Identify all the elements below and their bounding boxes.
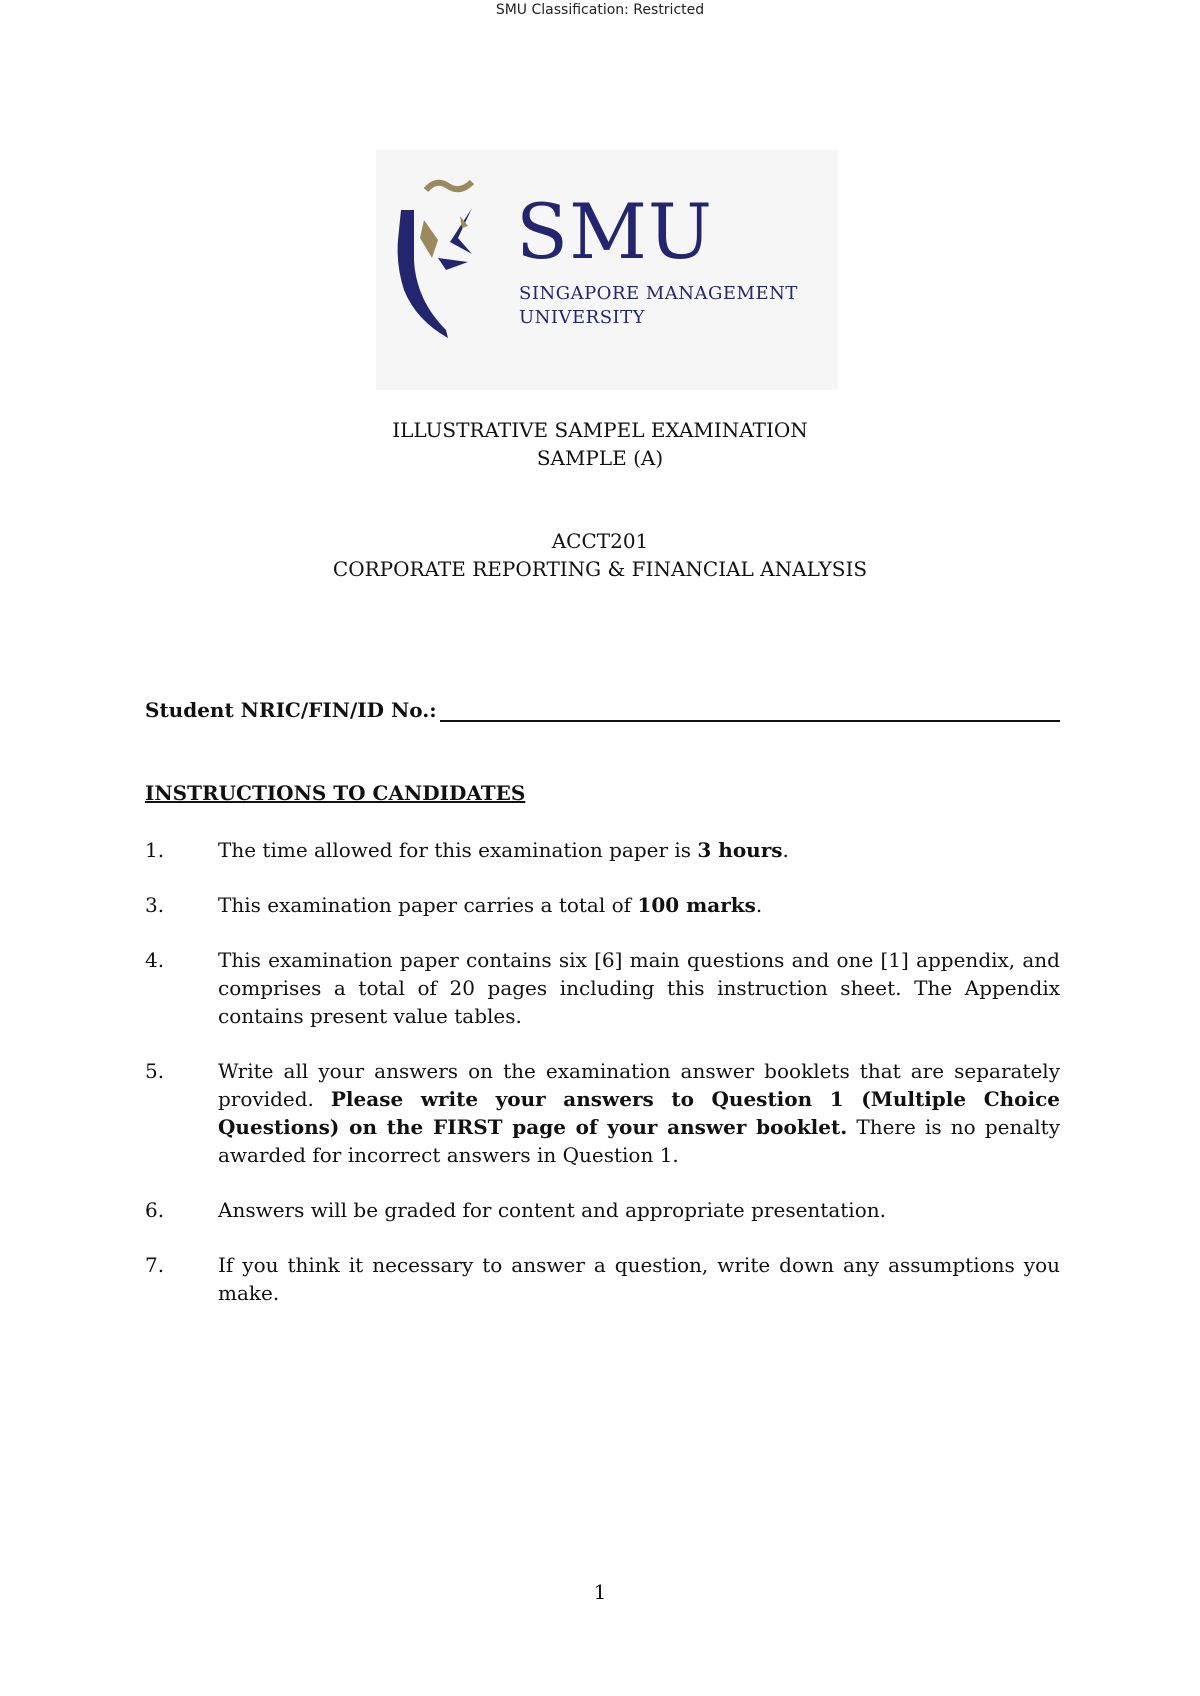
smu-logo <box>376 150 838 390</box>
item-number: 7. <box>145 1253 165 1277</box>
item-number: 4. <box>145 948 165 972</box>
instructions-list <box>145 836 1060 1334</box>
student-id-input-line[interactable] <box>440 700 1060 722</box>
item-text: The time allowed for this examination paper is 3 hours. <box>218 838 789 862</box>
item-number: 6. <box>145 1198 165 1222</box>
exam-title <box>0 416 1200 472</box>
course-name: CORPORATE REPORTING & FINANCIAL ANALYSIS <box>332 557 868 581</box>
item-text: If you think it necessary to answer a question, write down any assumptions you make. <box>218 1253 1060 1305</box>
page-number: 1 <box>593 1580 607 1604</box>
item-text: This examination paper carries a total of 100 marks. <box>218 893 763 917</box>
logo-subtitle-line1: SINGAPORE MANAGEMENT <box>519 283 798 304</box>
classification-header: SMU Classification: Restricted <box>495 2 705 18</box>
course-info <box>0 527 1200 583</box>
instructions-heading: INSTRUCTIONS TO CANDIDATES <box>145 781 526 805</box>
list-item <box>145 1251 1060 1307</box>
list-item <box>145 946 1060 1030</box>
course-code: ACCT201 <box>551 529 649 553</box>
list-item <box>145 1057 1060 1169</box>
list-item <box>145 891 1060 919</box>
student-id-label: Student NRIC/FIN/ID No.: <box>145 698 437 722</box>
exam-title-line2: SAMPLE (A) <box>536 446 664 470</box>
item-text: Answers will be graded for content and appropriate presentation. <box>218 1198 886 1222</box>
item-number: 3. <box>145 893 165 917</box>
list-item <box>145 1196 1060 1224</box>
student-id-field <box>145 698 1060 722</box>
smu-emblem-icon <box>376 150 516 350</box>
logo-subtitle <box>519 282 798 330</box>
logo-subtitle-line2: UNIVERSITY <box>519 307 646 328</box>
logo-wordmark: SMU <box>516 187 713 276</box>
item-text: Write all your answers on the examination answer booklets that are separately provided. Please write your answers to Question 1 (Multiple Choice Questions) on the FIRST page of your answer booklet. There is no penalty awarded for incorrect answers in Question 1. <box>218 1059 1060 1167</box>
item-text: This examination paper contains six [6] main questions and one [1] appendix, and comprises a total of 20 pages including this instruction sheet. The Appendix contains present value tables. <box>218 948 1060 1028</box>
exam-title-line1: ILLUSTRATIVE SAMPEL EXAMINATION <box>392 418 808 442</box>
item-number: 5. <box>145 1059 165 1083</box>
item-number: 1. <box>145 838 165 862</box>
list-item <box>145 836 1060 864</box>
